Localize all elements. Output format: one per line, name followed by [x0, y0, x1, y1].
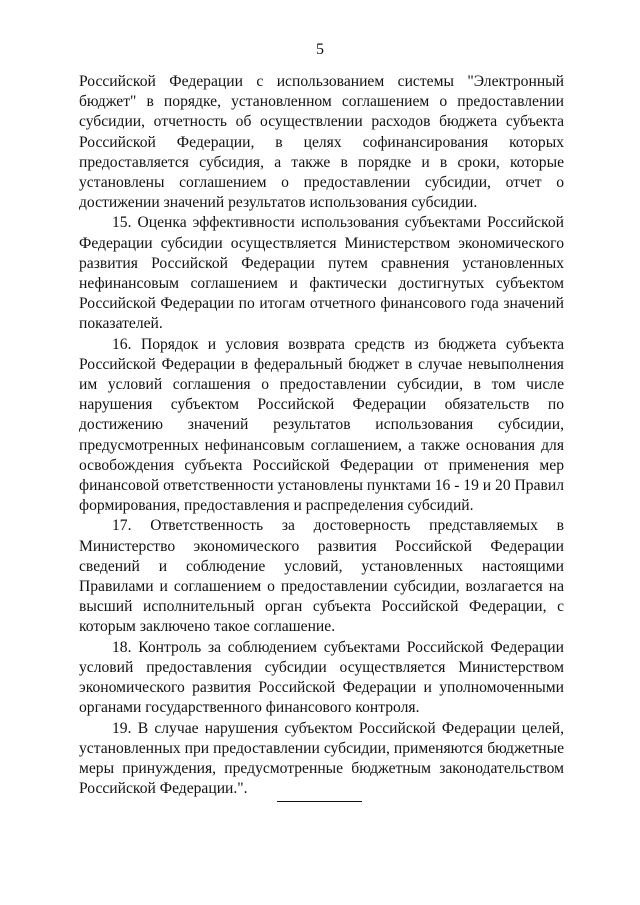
end-of-text-rule: [277, 801, 362, 802]
document-body: [79, 72, 564, 799]
paragraph-16: 16. Порядок и условия возврата средств из бюджета субъекта Российской Федерации в федеральный бюджет в случае невыполнения им условий соглашения о предоставлении субсидии, в том числе нарушения субъектом Российской Федерации обязательств по достижению значений результатов использования субсидии, предусмотренных нефинансовым соглашением, а также основания для освобождения субъекта Российской Федерации от применения мер финансовой ответственности установлены пунктами 16 - 19 и 20 Правил формирования, предоставления и распределения субсидий.: [79, 335, 565, 515]
page-number: 5: [316, 41, 324, 58]
paragraph-15: 15. Оценка эффективности использования субъектами Российской Федерации субсидии осуществляется Министерством экономического развития Российской Федерации путем сравнения установленных нефинансовым соглашением и фактически достигнутых субъектом Российской Федерации по итогам отчетного финансового года значений показателей.: [79, 214, 564, 333]
paragraph-18: 18. Контроль за соблюдением субъектами Российской Федерации условий предоставления субсидии осуществляется Министерством экономического развития Российской Федерации и уполномоченными органами государственного финансового контроля.: [79, 638, 564, 717]
paragraph-19: 19. В случае нарушения субъектом Российской Федерации целей, установленных при предоставлении субсидии, применяются бюджетные меры принуждения, предусмотренные бюджетным законодательством Российской Федерации.".: [79, 719, 564, 798]
paragraph-17: 17. Ответственность за достоверность представляемых в Министерство экономического развития Российской Федерации сведений и соблюдение условий, установленных настоящими Правилами и соглашением о предоставлении субсидии, возлагается на высший исполнительный орган субъекта Российской Федерации, с которым заключено такое соглашение.: [79, 517, 564, 636]
paragraph-continuation: Российской Федерации с использованием системы "Электронный бюджет" в порядке, установленном соглашением о предоставлении субсидии, отчетность об осуществлении расходов бюджета субъекта Российской Федерации, в целях софинансирования которых предоставляется субсидия, а также в порядке и в сроки, которые установлены соглашением о предоставлении субсидии, отчет о достижении значений результатов использования субсидии.: [79, 73, 564, 212]
